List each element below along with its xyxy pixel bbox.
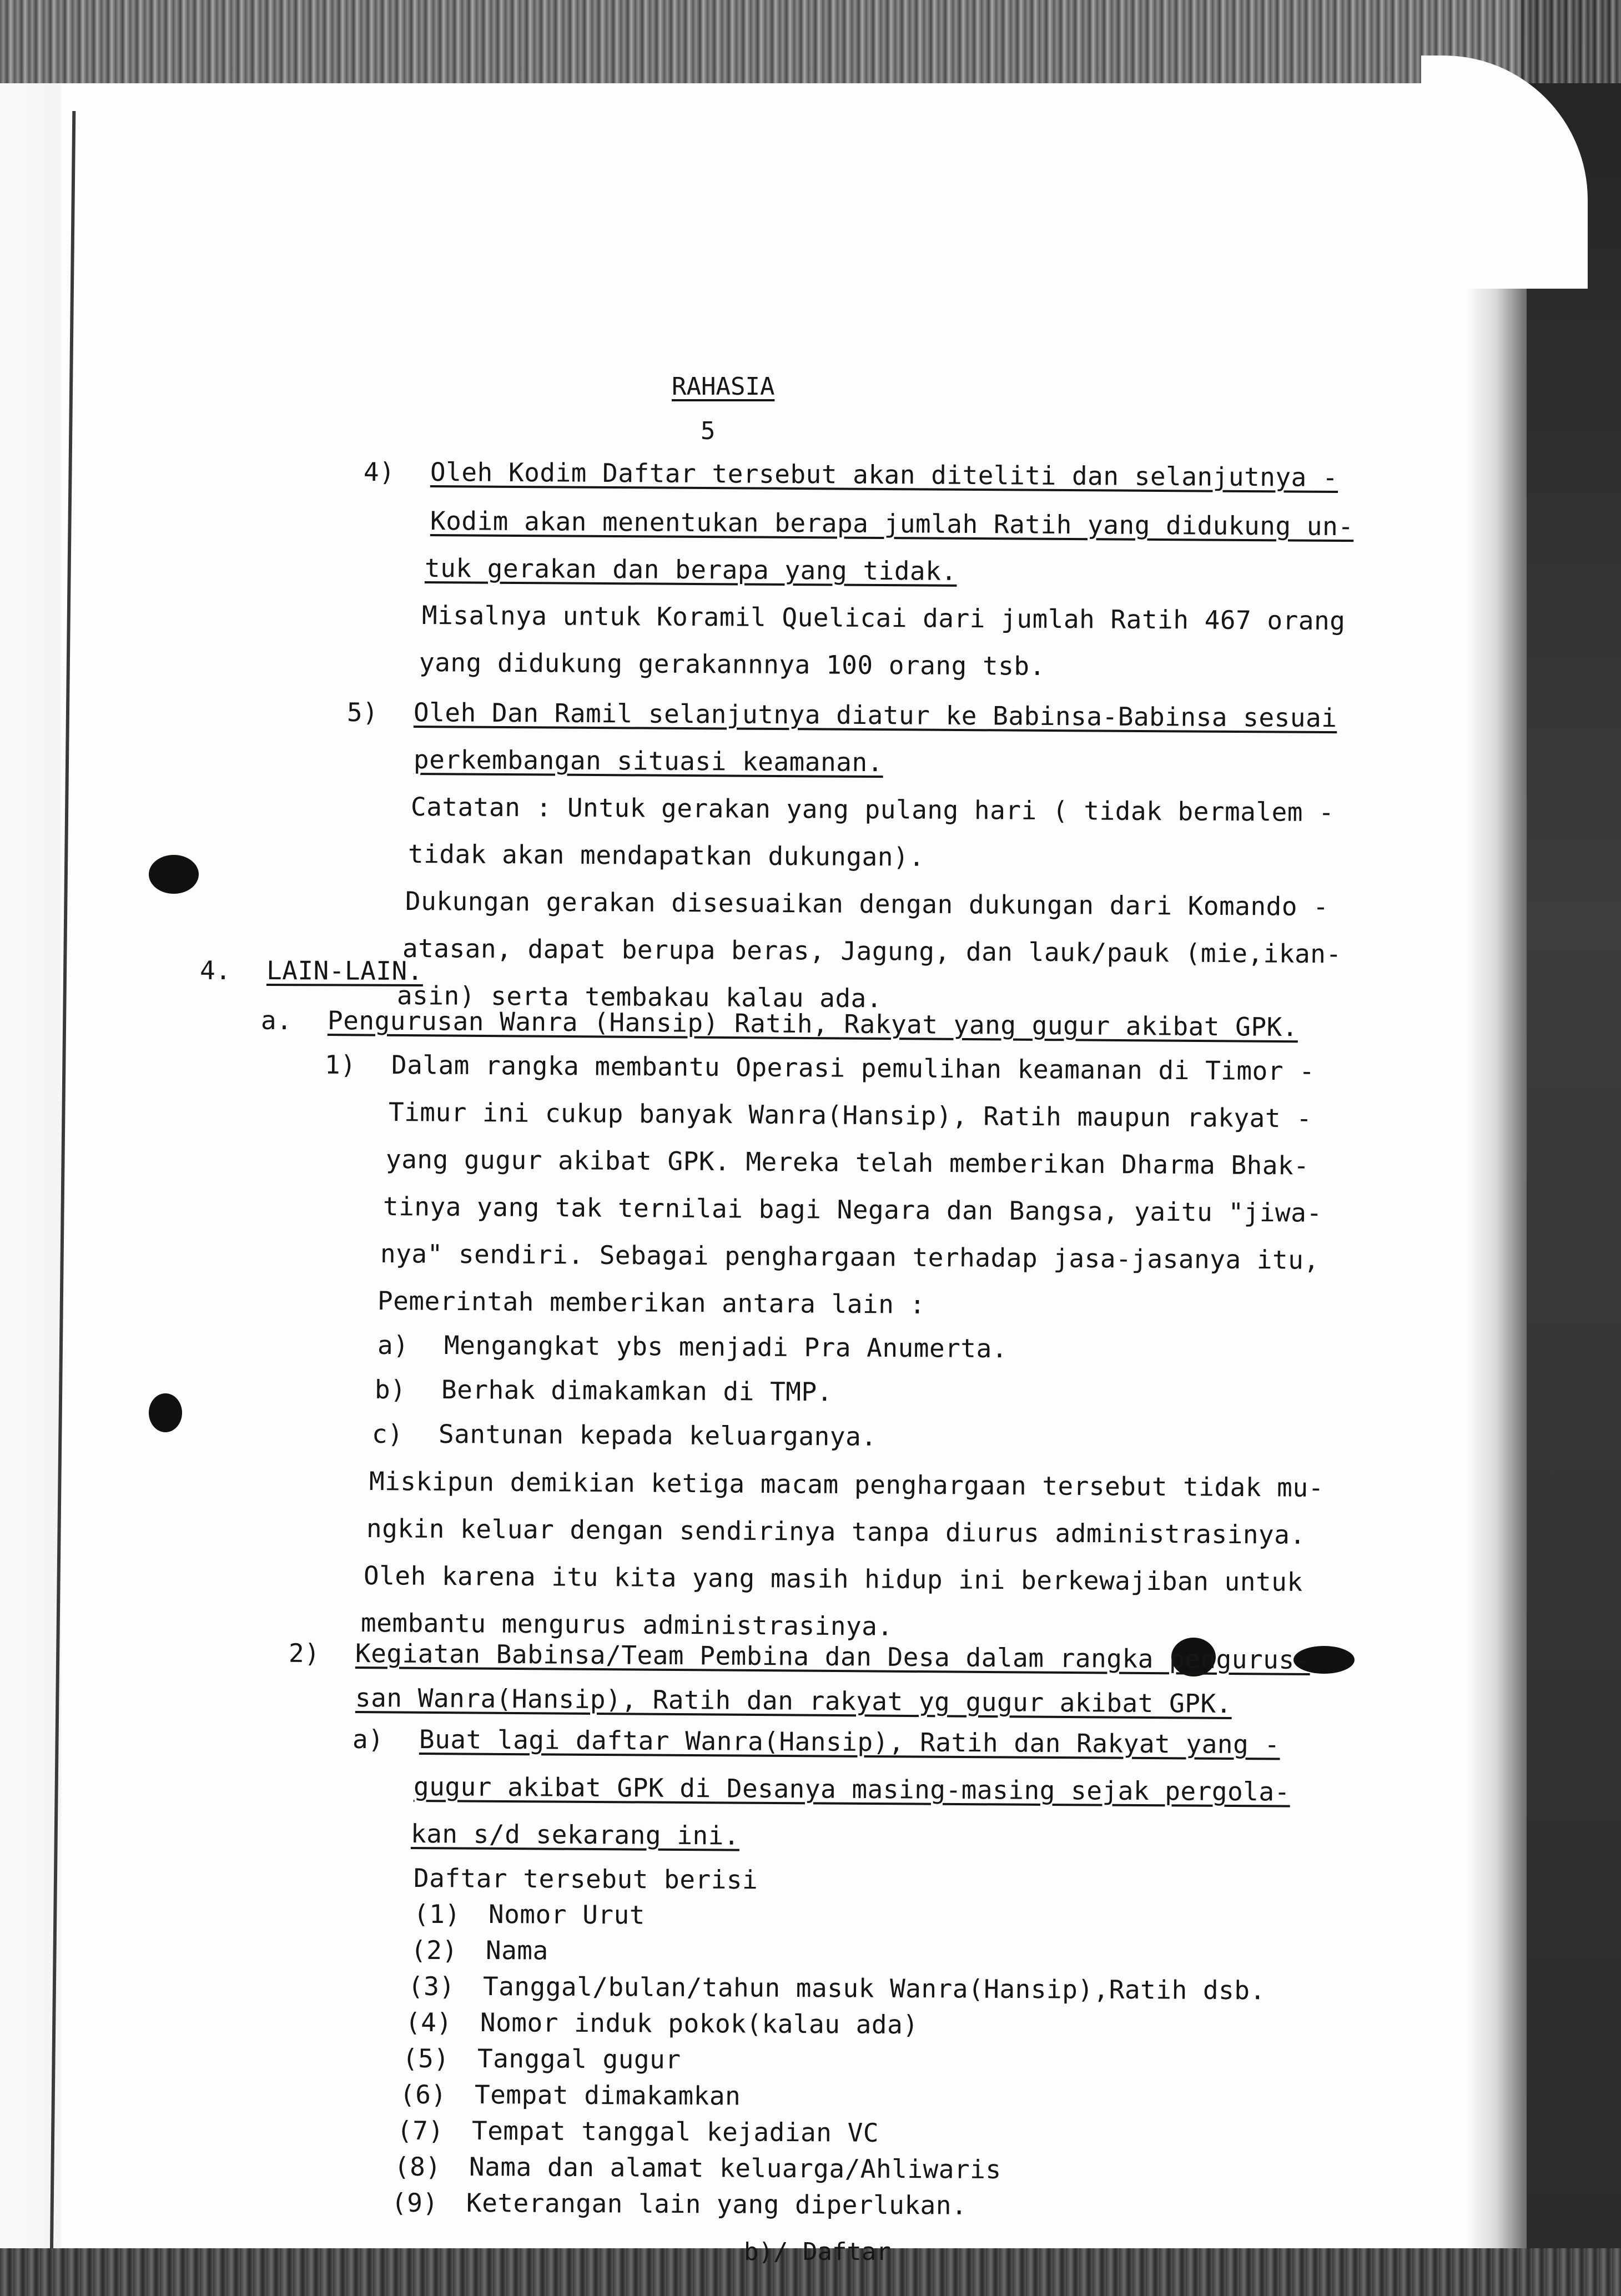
continuation-note: b)/ Daftar [744,2238,891,2266]
text-line: Timur ini cukup banyak Wanra(Hansip), Ratih maupun rakyat - [388,1097,1312,1134]
text-line: perkembangan situasi keamanan. [413,744,883,778]
text-line: san Wanra(Hansip), Ratih dan rakyat yg gugur akibat GPK. [355,1683,1232,1719]
list-marker: (6) [399,2079,447,2110]
text-line: kan s/d sekarang ini. [410,1819,740,1851]
text-line: Kodim akan menentukan berapa jumlah Ratih yang didukung un- [430,506,1354,542]
text-line: Berhak dimakamkan di TMP. [441,1374,833,1407]
text-line: Keterangan lain yang diperlukan. [466,2188,968,2221]
list-marker: 5) [346,697,379,728]
list-marker: (2) [410,1935,458,1966]
text-line: Kegiatan Babinsa/Team Pembina dan Desa dalam rangka pengurus- [355,1638,1311,1675]
list-marker: (9) [391,2187,439,2218]
classification-mark: RAHASIA [672,372,775,401]
punch-hole-mark [149,855,199,894]
text-line: Tanggal gugur [477,2043,681,2075]
text-line: Miskipun demikian ketiga macam penghargaan tersebut tidak mu- [369,1466,1325,1503]
list-marker: (1) [413,1899,461,1930]
list-marker: (8) [394,2151,441,2182]
text-line: Oleh Dan Ramil selanjutnya diatur ke Babinsa-Babinsa sesuai [413,697,1337,733]
list-marker: 2) [288,1638,320,1669]
list-marker: 4. [199,955,231,986]
text-line: Dalam rangka membantu Operasi pemulihan keamanan di Timor - [391,1050,1315,1086]
list-marker: (7) [396,2115,444,2146]
text-line: Nomor induk pokok(kalau ada) [480,2007,919,2040]
text-line: Pengurusan Wanra (Hansip) Ratih, Rakyat yang gugur akibat GPK. [327,1005,1298,1043]
text-line: Tanggal/bulan/tahun masuk Wanra(Hansip),Ratih dsb. [482,1971,1266,2006]
text-line: Catatan : Untuk gerakan yang pulang hari ( tidak bermalem - [410,792,1335,828]
text-line: Buat lagi daftar Wanra(Hansip), Ratih dan Rakyat yang - [419,1724,1280,1760]
text-line: Pemerintah memberikan antara lain : [377,1286,925,1320]
text-line: Misalnya untuk Koramil Quelicai dari jumlah Ratih 467 orang [421,600,1346,636]
text-line: gugur akibat GPK di Desanya masing-masing sejak pergola- [413,1771,1291,1807]
text-line: Nama dan alamat keluarga/Ahliwaris [469,2152,1001,2185]
text-line: yang gugur akibat GPK. Mereka telah memberikan Dharma Bhak- [385,1144,1310,1181]
text-line: tidak akan mendapatkan dukungan). [407,839,925,872]
text-line: tuk gerakan dan berapa yang tidak. [424,553,957,586]
list-marker: 4) [363,456,395,487]
list-marker: a. [260,1005,293,1036]
text-line: Nama [485,1935,548,1966]
list-marker: c) [371,1418,404,1449]
scan-margin-left [0,0,61,2296]
text-line: asin) serta tembakau kalau ada. [396,980,883,1014]
text-line: LAIN-LAIN. [266,955,424,986]
text-line: nya" sendiri. Sebagai penghargaan terhadap jasa-jasanya itu, [380,1238,1320,1275]
page-number: 5 [701,417,716,445]
list-marker: b) [374,1374,406,1405]
text-line: tinya yang tak ternilai bagi Negara dan Bangsa, yaitu "jiwa- [382,1191,1322,1228]
list-marker: 1) [324,1049,356,1080]
list-marker: a) [352,1724,384,1755]
text-line: Tempat dimakamkan [474,2080,741,2111]
list-marker: (5) [402,2043,450,2074]
text-line: Tempat tanggal kejadian VC [471,2116,879,2148]
text-line: Dukungan gerakan disesuaikan dengan dukungan dari Komando - [405,886,1329,922]
page-curl-shadow [1466,178,1527,2287]
text-line: Oleh Kodim Daftar tersebut akan diteliti dan selanjutnya - [430,457,1338,492]
scan-noise-top [0,0,1621,83]
text-line: Mengangkat ybs menjadi Pra Anumerta. [444,1330,1008,1364]
text-line: atasan, dapat berupa beras, Jagung, dan lauk/pauk (mie,ikan- [402,933,1342,969]
text-line: Oleh karena itu kita yang masih hidup ini berkewajiban untuk [363,1560,1303,1597]
text-line: Nomor Urut [488,1899,646,1930]
punch-hole-mark [149,1393,182,1432]
text-line: ngkin keluar dengan sendirinya tanpa diurus administrasinya. [366,1513,1306,1550]
text-line: Daftar tersebut berisi [413,1863,758,1895]
scan-shadow-right [1521,0,1621,2296]
text-line: yang didukung gerakannnya 100 orang tsb. [419,647,1045,681]
list-marker: (4) [405,2007,452,2038]
list-marker: a) [377,1330,409,1361]
text-line: membantu mengurus administrasinya. [360,1608,893,1642]
list-marker: (3) [407,1971,455,2002]
text-line: Santunan kepada keluarganya. [438,1419,877,1452]
